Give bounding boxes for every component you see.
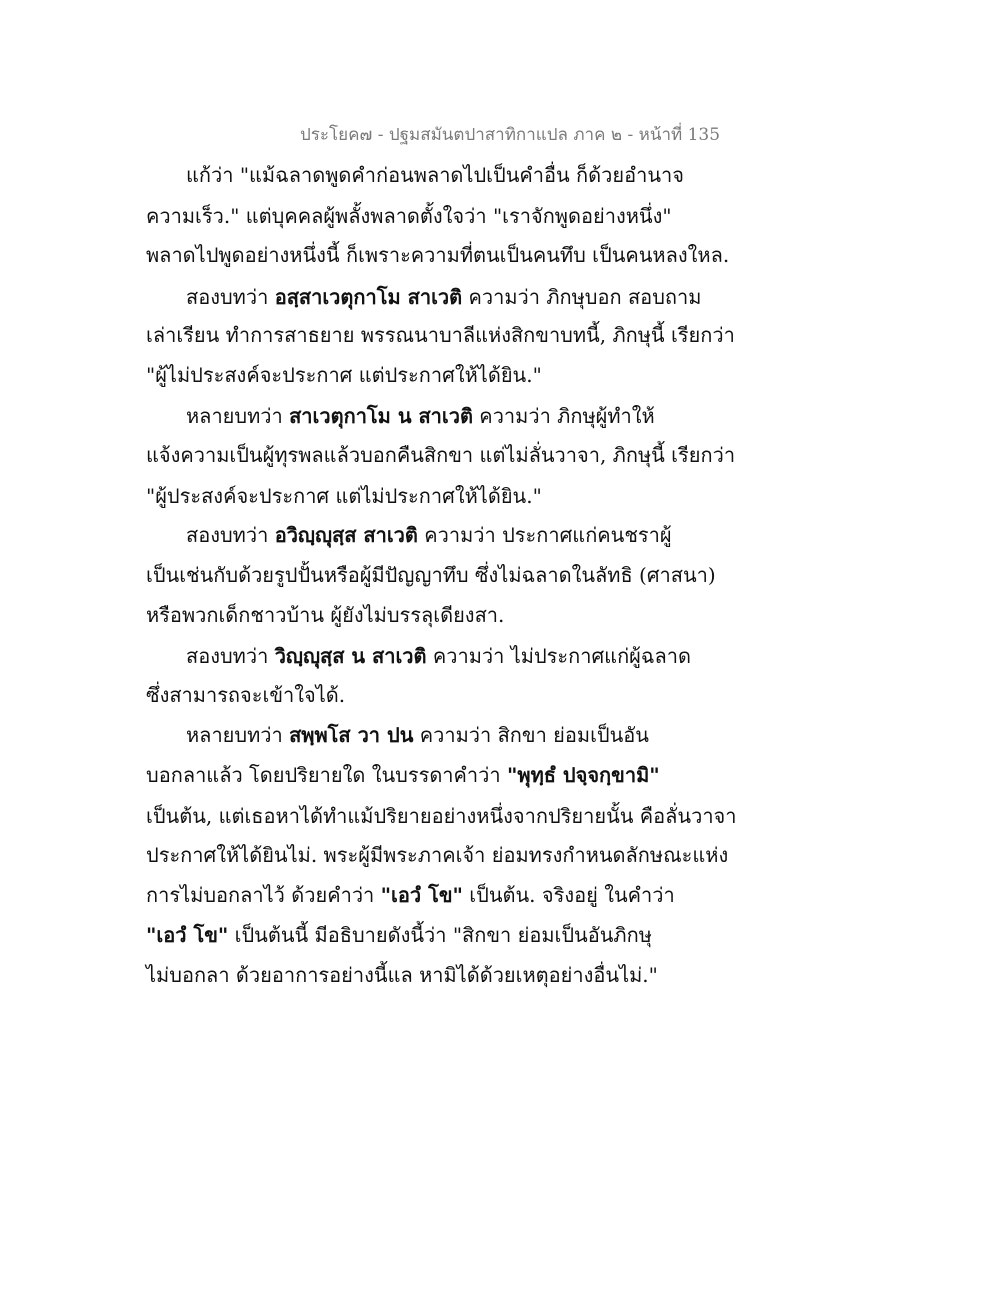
- text-line: [146, 242, 729, 268]
- text-line: [186, 403, 655, 429]
- text-line: [146, 483, 542, 509]
- text-segment: แก้ว่า "แม้ฉลาดพูดคำก่อนพลาดไปเป็นคำอื่น ก็ด้วยอำนาจ: [186, 163, 684, 187]
- bold-pali-term: อวิญฺญุสฺส สาเวติ: [274, 523, 418, 547]
- text-line: [146, 203, 672, 229]
- text-line: [146, 682, 345, 708]
- text-line: [186, 162, 684, 188]
- text-segment: "ผู้ไม่ประสงค์จะประกาศ แต่ประกาศให้ได้ยิน.": [146, 363, 542, 387]
- text-line: [186, 722, 649, 748]
- text-segment: เล่าเรียน ทำการสาธยาย พรรณนาบาลีแห่งสิกขาบทนี้, ภิกษุนี้ เรียกว่า: [146, 323, 735, 347]
- bold-pali-term: วิญฺญุสฺส น สาเวติ: [274, 644, 427, 668]
- text-line: [146, 562, 716, 588]
- text-segment: หรือพวกเด็กชาวบ้าน ผู้ยังไม่บรรลุเดียงสา.: [146, 603, 505, 627]
- running-head: ประโยค๗ - ปฐมสมันตปาสาทิกาแปล ภาค ๒ - หน้าที่ 135: [300, 125, 721, 145]
- bold-pali-term: อสฺสาเวตุกาโม สาเวติ: [274, 285, 463, 309]
- text-segment: สองบทว่า: [186, 285, 275, 309]
- text-line: [146, 362, 542, 388]
- text-segment: เป็นต้น, แต่เธอหาได้ทำแม้ปริยายอย่างหนึ่งจากปริยายนั้น คือลั่นวาจา: [146, 804, 737, 828]
- bold-pali-term: สาเวตุกาโม น สาเวติ: [289, 404, 473, 428]
- text-segment: สองบทว่า: [186, 644, 275, 668]
- bold-pali-term: สพฺพโส วา ปน: [289, 723, 414, 747]
- text-segment: ความเร็ว." แต่บุคคลผู้พลั้งพลาดตั้งใจว่า "เราจักพูดอย่างหนึ่ง": [146, 204, 672, 228]
- text-line: [146, 602, 504, 628]
- text-segment: เป็นต้น. จริงอยู่ ในคำว่า: [462, 883, 675, 907]
- text-line: [146, 962, 658, 988]
- text-segment: ซึ่งสามารถจะเข้าใจได้.: [146, 683, 346, 707]
- text-segment: "ผู้ประสงค์จะประกาศ แต่ไม่ประกาศให้ได้ยิน.": [146, 484, 542, 508]
- text-line: [186, 284, 701, 310]
- text-line: [186, 643, 691, 669]
- text-line: [146, 803, 737, 829]
- text-line: [186, 522, 672, 548]
- text-segment: พลาดไปพูดอย่างหนึ่งนี้ ก็เพราะความที่ตนเป็นคนทึบ เป็นคนหลงใหล.: [146, 243, 730, 267]
- text-segment: สองบทว่า: [186, 523, 275, 547]
- text-segment: ความว่า สิกขา ย่อมเป็นอัน: [413, 723, 649, 747]
- text-line: [146, 922, 652, 948]
- bold-pali-term: "พุทฺธํ ปจฺจกฺขามิ": [506, 763, 660, 787]
- text-segment: ประกาศให้ได้ยินไม่. พระผู้มีพระภาคเจ้า ย่อมทรงกำหนดลักษณะแห่ง: [146, 843, 729, 867]
- text-line: [146, 322, 735, 348]
- text-line: [146, 762, 660, 788]
- text-segment: ความว่า ประกาศแก่คนชราผู้: [417, 523, 672, 547]
- text-segment: บอกลาแล้ว โดยปริยายใด ในบรรดาคำว่า: [146, 763, 507, 787]
- text-segment: ความว่า ภิกษุผู้ทำให้: [472, 404, 655, 428]
- text-segment: ความว่า ภิกษุบอก สอบถาม: [462, 285, 702, 309]
- text-segment: เป็นเช่นกับด้วยรูปปั้นหรือผู้มีปัญญาทึบ ซึ่งไม่ฉลาดในลัทธิ (ศาสนา): [146, 563, 716, 587]
- text-segment: แจ้งความเป็นผู้ทุรพลแล้วบอกคืนสิกขา แต่ไม่ลั่นวาจา, ภิกษุนี้ เรียกว่า: [146, 443, 736, 467]
- text-segment: เป็นต้นนี้ มีอธิบายดังนี้ว่า "สิกขา ย่อมเป็นอันภิกษุ: [228, 923, 652, 947]
- text-line: [146, 442, 735, 468]
- text-line: [146, 842, 728, 868]
- text-segment: หลายบทว่า: [186, 404, 290, 428]
- text-segment: ความว่า ไม่ประกาศแก่ผู้ฉลาด: [426, 644, 691, 668]
- text-segment: ไม่บอกลา ด้วยอาการอย่างนี้แล หามิได้ด้วยเหตุอย่างอื่นไม่.": [146, 963, 658, 987]
- text-line: [146, 882, 675, 908]
- text-segment: การไม่บอกลาไว้ ด้วยคำว่า: [146, 883, 381, 907]
- bold-pali-term: "เอวํ โข": [380, 883, 463, 907]
- bold-pali-term: "เอวํ โข": [146, 923, 229, 947]
- text-segment: หลายบทว่า: [186, 723, 290, 747]
